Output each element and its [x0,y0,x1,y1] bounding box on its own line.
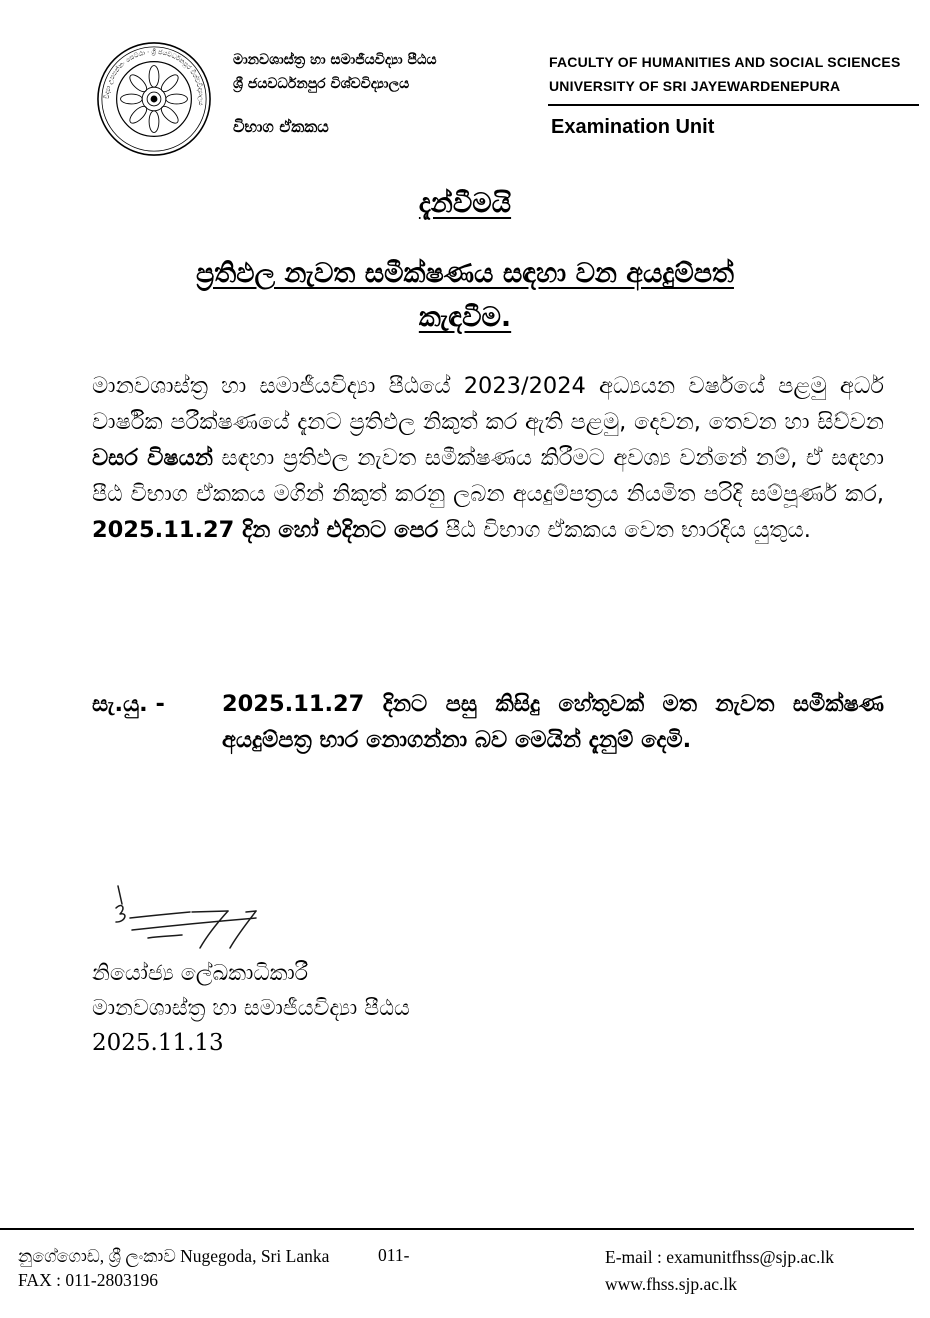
signature-date: 2025.11.13 [92,1030,224,1056]
signatory-faculty: මානවශාස්ත්‍ර හා සමාජීයවිද්‍යා පීඨය [92,996,410,1021]
signatory-block [92,956,410,1061]
university-name-sinhala: ශ්‍රී ජයවර්ධනපුර විශ්වවිද්‍යාලය [233,76,410,92]
footer-telephone: 011- [378,1245,410,1265]
examination-unit-sinhala: විභාග ඒකකය [233,117,329,136]
notice-heading: දැන්වීමයි [418,188,512,219]
body-text-part5: පීඨ විභාග ඒකකය වෙත භාරදිය යුතුය. [445,517,811,543]
footer-address: නුගේගොඩ, ශ්‍රී ලංකාව Nugegoda, Sri Lanka [18,1246,330,1266]
note-label: සැ.යු. - [92,691,165,717]
body-text-part2-bold: වසර විෂයන් [92,445,214,471]
signatory-title: නියෝජ්‍ය ලේඛකාධිකාරී [92,961,309,986]
footer-divider [0,1228,914,1230]
footer-website: www.fhss.sjp.ac.lk [605,1274,738,1294]
body-text-part1: මානවශාස්ත්‍ර හා සමාජීයවිද්‍යා පීඨයේ 2023/2024 අධ්‍යයන වර්ෂයේ පළමු අර්ධ වාර්ෂික පරීක්ෂණයේ දැනට ප්‍රතිඵල නිකුත් කර ඇති පළමු, දෙවන, තෙවන හා සිව්වන [92,373,884,435]
university-seal-logo [95,40,213,158]
signature [108,878,266,954]
notice-title-line2: කැඳවීම. [418,302,512,333]
header-divider [548,104,919,106]
body-deadline-bold: 2025.11.27 දින හෝ එදිනට පෙර [92,517,439,543]
notice-title-line1: ප්‍රතිඵල නැවත සමීක්ෂණය සඳහා වන අයදුම්පත් [196,258,734,289]
university-name-english: UNIVERSITY OF SRI JAYEWARDENEPURA [549,78,841,94]
footer-email: E-mail : examunitfhss@sjp.ac.lk [605,1247,834,1267]
footer-fax: FAX : 011-2803196 [18,1270,158,1290]
body-text-part3: සඳහා ප්‍රතිඵල නැවත සමීක්ෂණය කිරීමට අවශ්‍ය වන්නේ නම්, ඒ සඳහා පීඨ විභාග ඒකකය මගින් නිකුත් කරනු ලබන අයදුම්පත්‍රය නියමිත පරිදි සම්පූර්ණ කර, [92,445,884,507]
seal-ring-text: විද්‍යා උපපන්නං සෙට්ඨා · ශ්‍රී ජයවර්ධනපුර විශ්වවිද්‍යාලය [102,47,206,106]
notice-body-paragraph [92,368,884,548]
examination-unit-english: Examination Unit [551,116,715,138]
note-text: 2025.11.27 දිනට පසු කිසිදු හේතුවක් මත නැවත සමීක්ෂණ අයදුම්පත්‍ර භාර නොගන්නා බව මෙයින් දැනුම් දෙමි. [222,691,884,753]
faculty-name-english: FACULTY OF HUMANITIES AND SOCIAL SCIENCES [549,54,901,70]
faculty-name-sinhala: මානවශාස්ත්‍ර හා සමාජීයවිද්‍යා පීඨය [233,52,437,68]
